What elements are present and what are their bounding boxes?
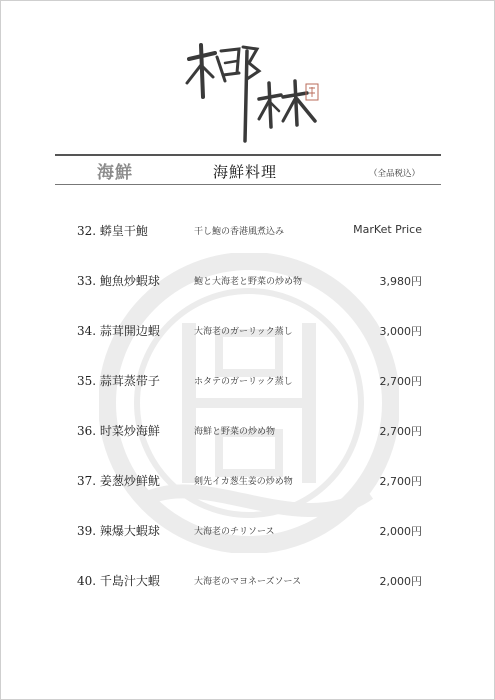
menu-item xyxy=(1,464,495,514)
menu-item-description: 大海老のチリソース xyxy=(194,527,275,537)
menu-item-description: 干し鮑の香港風煮込み xyxy=(194,227,285,237)
menu-item xyxy=(1,514,495,564)
menu-item-name: 39. 辣爆大蝦球 xyxy=(77,524,160,538)
menu-item-name: 40. 千島汁大蝦 xyxy=(77,574,160,588)
menu-item-price: 2,700円 xyxy=(379,475,422,488)
header-bottom-rule xyxy=(55,184,441,185)
menu-item-description: 大海老のガーリック蒸し xyxy=(194,327,293,337)
menu-item-price: MarKet Price xyxy=(353,223,422,236)
menu-list xyxy=(1,214,495,614)
menu-item-price: 2,700円 xyxy=(379,375,422,388)
menu-item-description: 大海老のマヨネーズソース xyxy=(194,577,302,587)
menu-item-description: ホタテのガーリック蒸し xyxy=(194,377,293,387)
menu-item-description: 剣先イカ葱生姜の炒め物 xyxy=(194,477,293,487)
calligraphy-logo xyxy=(181,37,321,147)
menu-item xyxy=(1,314,495,364)
menu-item-name: 32. 蟒皇干鮑 xyxy=(77,224,148,238)
menu-item-price: 2,000円 xyxy=(379,525,422,538)
menu-item-price: 3,000円 xyxy=(379,325,422,338)
menu-item-description: 海鮮と野菜の炒め物 xyxy=(194,427,276,437)
seal-stamp-icon xyxy=(305,83,319,101)
menu-item-name: 37. 姜葱炒鲜鱿 xyxy=(77,474,160,488)
section-title: 海鮮料理 xyxy=(213,163,278,181)
header-top-rule xyxy=(55,154,441,156)
menu-item xyxy=(1,214,495,264)
tax-note: （全品税込） xyxy=(369,169,421,179)
menu-item-price: 2,000円 xyxy=(379,575,422,588)
menu-item-price: 3,980円 xyxy=(379,275,422,288)
menu-item-name: 33. 鮑魚炒蝦球 xyxy=(77,274,160,288)
menu-item xyxy=(1,364,495,414)
menu-item-price: 2,700円 xyxy=(379,425,422,438)
category-label: 海鮮 xyxy=(97,163,133,183)
menu-item xyxy=(1,414,495,464)
menu-item xyxy=(1,264,495,314)
menu-item-name: 34. 蒜茸開边蝦 xyxy=(77,324,160,338)
menu-item-name: 35. 蒜茸蒸带子 xyxy=(77,374,160,388)
menu-item-name: 36. 时菜炒海鮮 xyxy=(77,424,160,438)
menu-item xyxy=(1,564,495,614)
menu-item-description: 鮑と大海老と野菜の炒め物 xyxy=(194,277,303,287)
